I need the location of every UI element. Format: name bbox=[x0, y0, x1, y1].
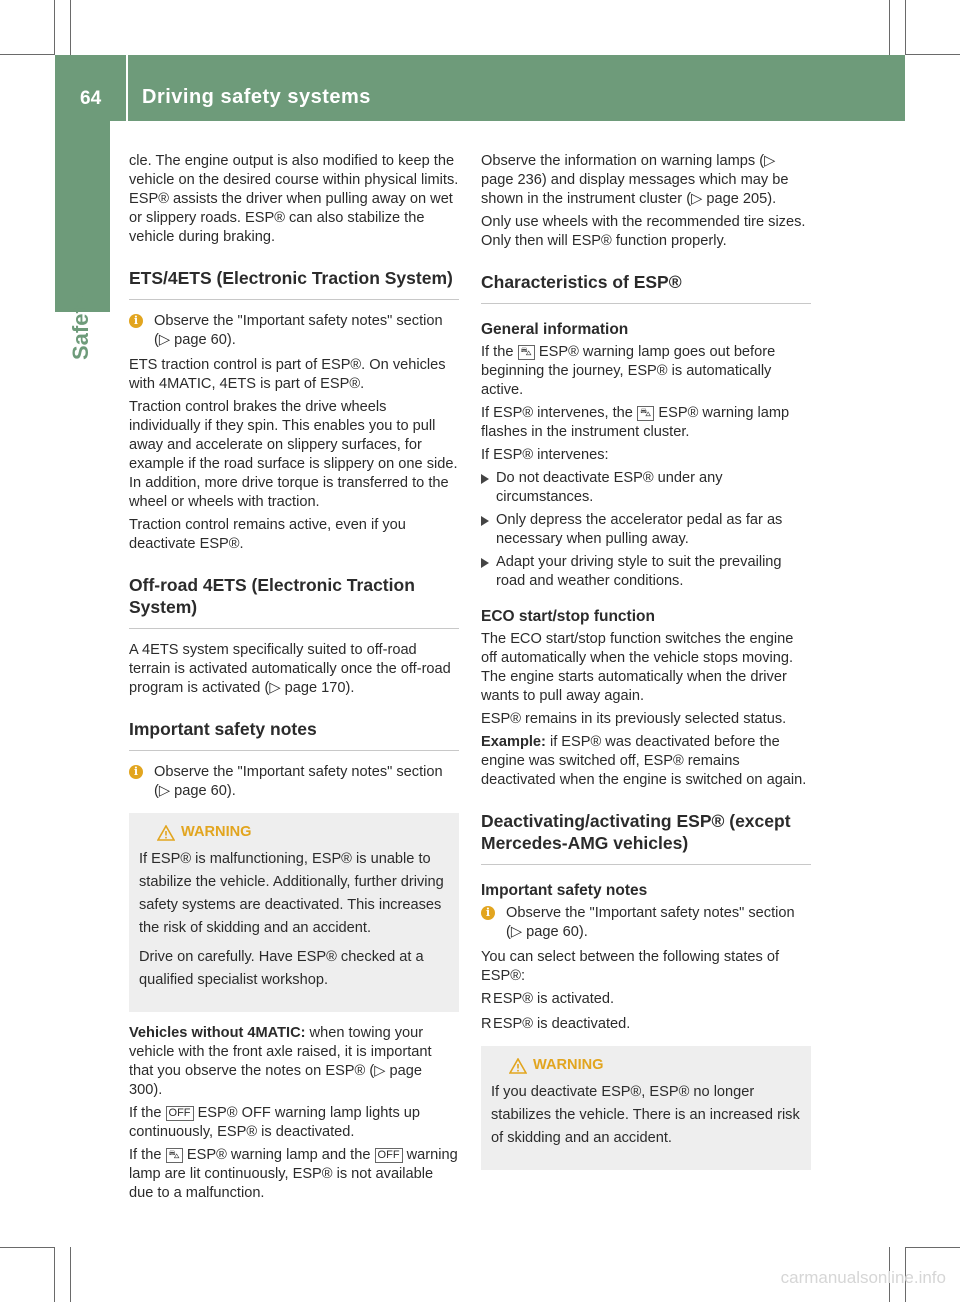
paragraph: The ECO start/stop function switches the engine off automatically when the vehicle stops moving. The engine starts automatically when the driver wants to pull away again. bbox=[481, 631, 794, 704]
header-divider bbox=[126, 55, 128, 121]
paragraph bbox=[481, 343, 811, 400]
heading-general-information: General information bbox=[481, 321, 629, 338]
warning-header bbox=[491, 1054, 801, 1077]
text: If the bbox=[129, 1147, 162, 1163]
crop-mark bbox=[0, 1247, 55, 1248]
arrow-right-icon bbox=[481, 558, 489, 568]
heading-safety-notes: Important safety notes bbox=[481, 882, 648, 899]
list-item bbox=[481, 990, 811, 1009]
warning-title: WARNING bbox=[533, 1057, 604, 1073]
crop-mark bbox=[889, 0, 890, 55]
step-text: Do not deactivate ESP® under any circumstances. bbox=[496, 470, 723, 505]
crop-mark bbox=[54, 1247, 55, 1302]
watermark: carmanualsonline.info bbox=[780, 1268, 946, 1287]
vehicles-text: when towing your vehicle with the front axle raised, it is important that you observe the notes on ESP® (▷ page 300). bbox=[129, 1025, 432, 1098]
example-text: if ESP® was deactivated before the engine was switched off, ESP® remains deactivated when the engine is switched on again. bbox=[481, 734, 807, 788]
vehicles-label: Vehicles without 4MATIC: bbox=[129, 1025, 306, 1041]
text: If the bbox=[129, 1105, 162, 1121]
paragraph bbox=[481, 733, 811, 790]
crop-mark bbox=[905, 54, 960, 55]
arrow-right-icon bbox=[481, 516, 489, 526]
paragraph: You can select between the following states of ESP®: bbox=[481, 949, 780, 984]
example-label: Example: bbox=[481, 734, 546, 750]
arrow-right-icon bbox=[481, 474, 489, 484]
paragraph bbox=[481, 404, 811, 442]
right-column bbox=[481, 152, 811, 1182]
info-text: Observe the "Important safety notes" section (▷ page 60). bbox=[154, 313, 443, 348]
text: If ESP® intervenes, the bbox=[481, 405, 633, 421]
paragraph bbox=[129, 1024, 459, 1100]
info-icon: i bbox=[129, 314, 143, 328]
crop-mark bbox=[905, 0, 906, 55]
info-text: Observe the "Important safety notes" section (▷ page 60). bbox=[154, 764, 443, 799]
info-note bbox=[129, 763, 459, 801]
side-label: Safety bbox=[68, 293, 93, 360]
heading-safety-notes: Important safety notes bbox=[129, 718, 459, 751]
paragraph bbox=[129, 1104, 459, 1142]
step-text: Only depress the accelerator pedal as far as necessary when pulling away. bbox=[496, 512, 783, 547]
bullet-marker: R bbox=[481, 991, 492, 1007]
paragraph: Traction control remains active, even if you deactivate ESP®. bbox=[129, 517, 406, 552]
paragraph: A 4ETS system specifically suited to off-road terrain is activated automatically once the off-road program is activated (▷ page 170). bbox=[129, 642, 451, 696]
info-icon: i bbox=[129, 765, 143, 779]
crop-mark bbox=[905, 1247, 960, 1248]
heading-deactivating-esp: Deactivating/activating ESP® (except Mercedes-AMG vehicles) bbox=[481, 810, 811, 865]
crop-mark bbox=[70, 1247, 71, 1302]
paragraph bbox=[129, 1146, 459, 1203]
crop-mark bbox=[54, 0, 55, 55]
step-item bbox=[481, 553, 811, 591]
step-item bbox=[481, 469, 811, 507]
warning-text: If ESP® is malfunctioning, ESP® is unable to stabilize the vehicle. Additionally, further driving safety systems are deactivated. This increases the risk of skidding and an accident. bbox=[139, 851, 444, 936]
left-column bbox=[129, 152, 459, 1207]
warning-text: Drive on carefully. Have ESP® checked at a qualified specialist workshop. bbox=[139, 949, 424, 988]
esp-off-warning-lamp-icon: OFF bbox=[375, 1148, 403, 1163]
esp-warning-lamp-icon: ⛍ bbox=[637, 406, 654, 421]
text: warning lamp are lit continuously, ESP® is not available due to a malfunction. bbox=[129, 1147, 458, 1201]
text: ESP® OFF warning lamp lights up continuously, ESP® is deactivated. bbox=[129, 1105, 421, 1140]
paragraph: ETS traction control is part of ESP®. On vehicles with 4MATIC, 4ETS is part of ESP®. bbox=[129, 357, 446, 392]
info-note bbox=[481, 904, 811, 942]
warning-triangle-icon bbox=[509, 1058, 527, 1074]
text: If the bbox=[481, 344, 514, 360]
warning-box bbox=[481, 1046, 811, 1170]
info-note bbox=[129, 312, 459, 350]
step-item bbox=[481, 511, 811, 549]
paragraph: If ESP® intervenes: bbox=[481, 447, 609, 463]
text: ESP® warning lamp flashes in the instrument cluster. bbox=[481, 405, 790, 440]
crop-mark bbox=[70, 0, 71, 55]
page-number: 64 bbox=[80, 88, 102, 109]
list-text: ESP® is deactivated. bbox=[493, 1016, 631, 1032]
warning-box bbox=[129, 813, 459, 1012]
esp-warning-lamp-icon: ⛍ bbox=[518, 345, 535, 360]
warning-header bbox=[139, 821, 449, 844]
paragraph: cle. The engine output is also modified to keep the vehicle on the desired course within physical limits. ESP® assists the driver when pulling away on wet or slippery roads. ESP® can also stabilize the vehicle during braking. bbox=[129, 153, 459, 245]
list-item bbox=[481, 1015, 811, 1034]
info-text: Observe the "Important safety notes" section (▷ page 60). bbox=[506, 905, 795, 940]
paragraph: Traction control brakes the drive wheels individually if they spin. This enables you to pull away and accelerate on slippery surfaces, for example if the road surface is slippery on one side. In addition, more drive torque is transferred to the wheel or wheels with traction. bbox=[129, 399, 458, 510]
esp-warning-lamp-icon: ⛍ bbox=[166, 1148, 183, 1163]
heading-offroad: Off-road 4ETS (Electronic Traction System) bbox=[129, 574, 459, 629]
step-text: Adapt your driving style to suit the prevailing road and weather conditions. bbox=[496, 554, 782, 589]
text: ESP® warning lamp and the bbox=[186, 1147, 371, 1163]
crop-mark bbox=[0, 54, 55, 55]
paragraph: ESP® remains in its previously selected status. bbox=[481, 711, 787, 727]
warning-title: WARNING bbox=[181, 824, 252, 840]
paragraph: Observe the information on warning lamps (▷ page 236) and display messages which may be shown in the instrument cluster (▷ page 205). bbox=[481, 153, 789, 207]
heading-characteristics: Characteristics of ESP® bbox=[481, 271, 811, 304]
text: ESP® warning lamp goes out before beginning the journey, ESP® is automatically active. bbox=[481, 344, 776, 398]
info-icon: i bbox=[481, 906, 495, 920]
heading-eco-start-stop: ECO start/stop function bbox=[481, 608, 655, 625]
heading-ets: ETS/4ETS (Electronic Traction System) bbox=[129, 267, 459, 300]
warning-text: If you deactivate ESP®, ESP® no longer stabilizes the vehicle. There is an increased risk of skidding and an accident. bbox=[491, 1084, 800, 1146]
warning-triangle-icon bbox=[157, 825, 175, 841]
side-tab bbox=[55, 121, 110, 312]
list-text: ESP® is activated. bbox=[493, 991, 615, 1007]
section-title: Driving safety systems bbox=[142, 86, 371, 108]
bullet-marker: R bbox=[481, 1016, 492, 1032]
esp-off-warning-lamp-icon: OFF bbox=[166, 1106, 194, 1121]
paragraph: Only use wheels with the recommended tire sizes. Only then will ESP® function properly. bbox=[481, 214, 806, 249]
